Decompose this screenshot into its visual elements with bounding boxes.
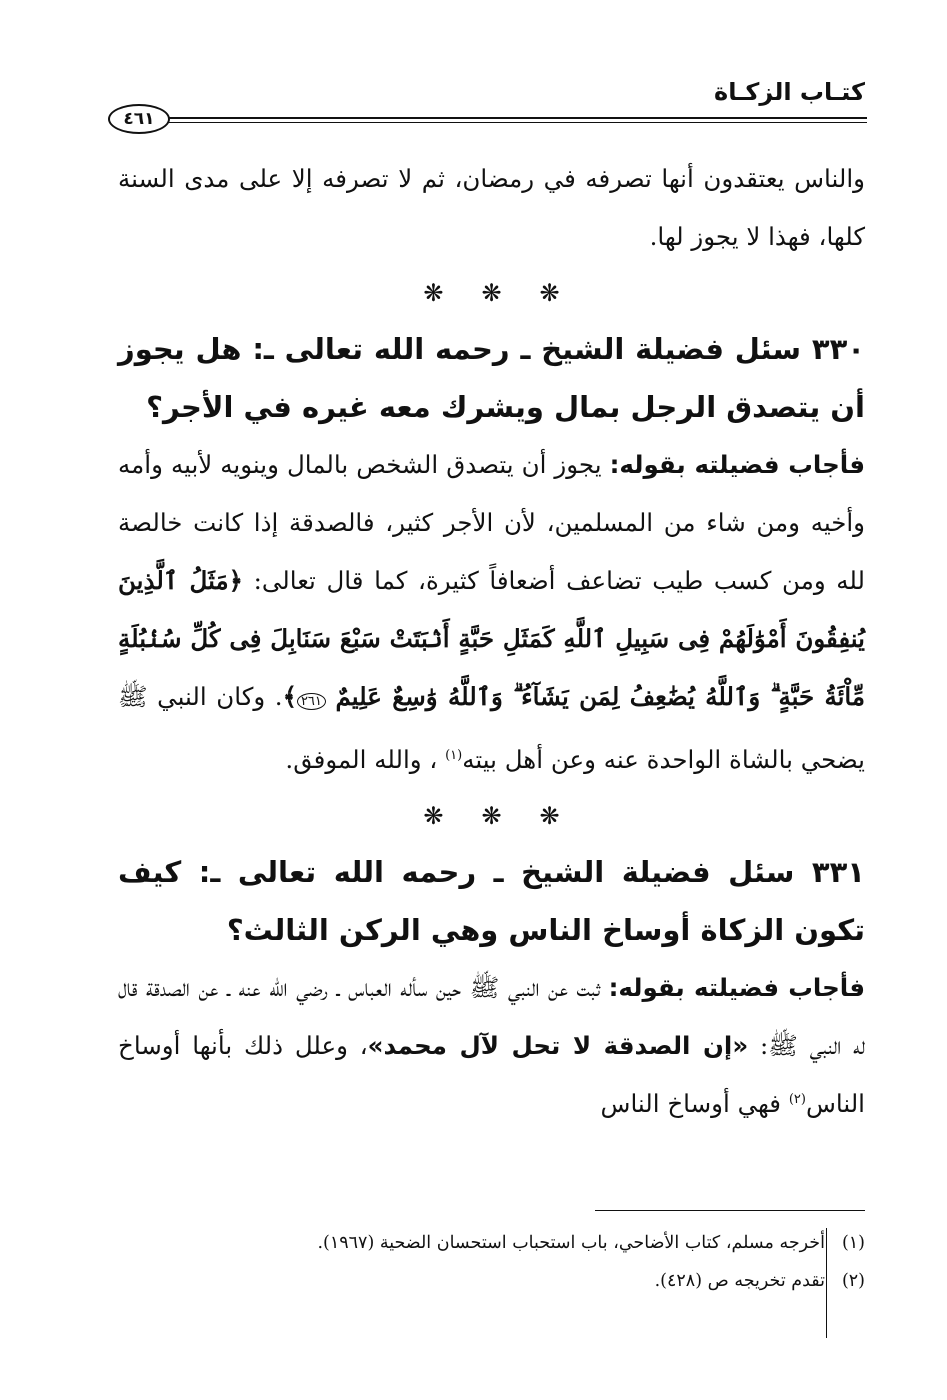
footnote-number: (١): [841, 1233, 865, 1253]
asterism-icon: ❋: [423, 802, 482, 830]
asterism-icon: ❋: [423, 279, 482, 307]
answer-text: . وكان النبي ﷺ يضحي بالشاة الواحدة عنه وعن أهل بيته: [118, 682, 865, 774]
footnote: [130, 1224, 865, 1262]
header-rule-thin: [168, 122, 867, 123]
header-rule: [168, 117, 867, 119]
footnote-text: تقدم تخريجه ص (٤٢٨).: [654, 1271, 825, 1291]
answer-331: [118, 959, 865, 1133]
answer-lead: فأجاب فضيلته بقوله:: [608, 973, 866, 1002]
footnote-text: أخرجه مسلم، كتاب الأضاحي، باب استحباب استحسان الضحية (١٩٦٧).: [317, 1233, 825, 1253]
intro-paragraph: والناس يعتقدون أنها تصرفه في رمضان، ثم لا تصرفه إلا على مدى السنة كلها، فهذا لا يجوز لها.: [118, 164, 865, 251]
footnote: [130, 1262, 865, 1300]
quran-verse: ﴿مَثَلُ ٱلَّذِينَ يُنفِقُونَ أَمْوَٰلَهُمْ فِى سَبِيلِ ٱللَّهِ كَمَثَلِ حَبَّةٍ أَنۢبَتَتْ سَبْعَ سَنَابِلَ فِى كُلِّ سُنۢبُلَةٍ مِّاْئَةُ حَبَّةٍ ۗ وَٱللَّهُ يُضَٰعِفُ لِمَن يَشَآءُ ۗ وَٱللَّهُ وَٰسِعٌ عَلِيمٌ: [118, 566, 865, 711]
footnote-number: (٢): [841, 1271, 865, 1291]
footnote-separator: [595, 1210, 865, 1211]
question-330: ٣٣٠ سئل فضيلة الشيخ ـ رحمه الله تعالى ـ: هل يجوز أن يتصدق الرجل بمال ويشرك معه غيره في الأجر؟: [118, 332, 865, 424]
answer-text: فهي أوساخ الناس: [600, 1089, 782, 1118]
page-number: ٤٦١: [108, 104, 170, 134]
answer-text: ، والله الموفق.: [285, 745, 438, 774]
ayah-number: ٢٦١: [297, 693, 326, 710]
answer-text: يجوز أن يتصدق الشخص بالمال وينويه لأبيه وأمه وأخيه ومن شاء من المسلمين، لأن الأجر كثير، فالصدقة إذا كانت خالصة لله ومن كسب طيب تضاعف أضعافاً كثيرة، كما قال تعالى:: [118, 450, 865, 595]
asterism-icon: ❋: [539, 279, 598, 307]
question-331: ٣٣١ سئل فضيلة الشيخ ـ رحمه الله تعالى ـ: كيف تكون الزكاة أوساخ الناس وهي الركن الثالث؟: [118, 855, 865, 947]
section-separator: [118, 789, 865, 843]
asterism-icon: ❋: [481, 279, 540, 307]
running-header-title: كتـاب الزكـاة: [714, 78, 865, 106]
answer-text: ، وعلل ذلك بأنها أوساخ الناس: [118, 1031, 865, 1118]
section-separator: [118, 266, 865, 320]
answer-lead: فأجاب فضيلته بقوله:: [609, 450, 865, 479]
footnote-ref: (٢): [788, 1091, 806, 1107]
answer-330: [118, 436, 865, 789]
footnotes: [130, 1224, 865, 1300]
answer-text: ثبت عن النبي ﷺ حين سأله العباس ـ رضي الله عنه ـ عن الصدقة قال له النبي ﷺ:: [118, 973, 865, 1060]
footnote-ref: (١): [445, 747, 463, 763]
hadith-quote: «إن الصدقة لا تحل لآل محمد»: [367, 1031, 749, 1060]
asterism-icon: ❋: [481, 802, 540, 830]
verse-close-bracket: ﴾: [282, 682, 297, 711]
asterism-icon: ❋: [539, 802, 598, 830]
page-body: [118, 150, 865, 1133]
